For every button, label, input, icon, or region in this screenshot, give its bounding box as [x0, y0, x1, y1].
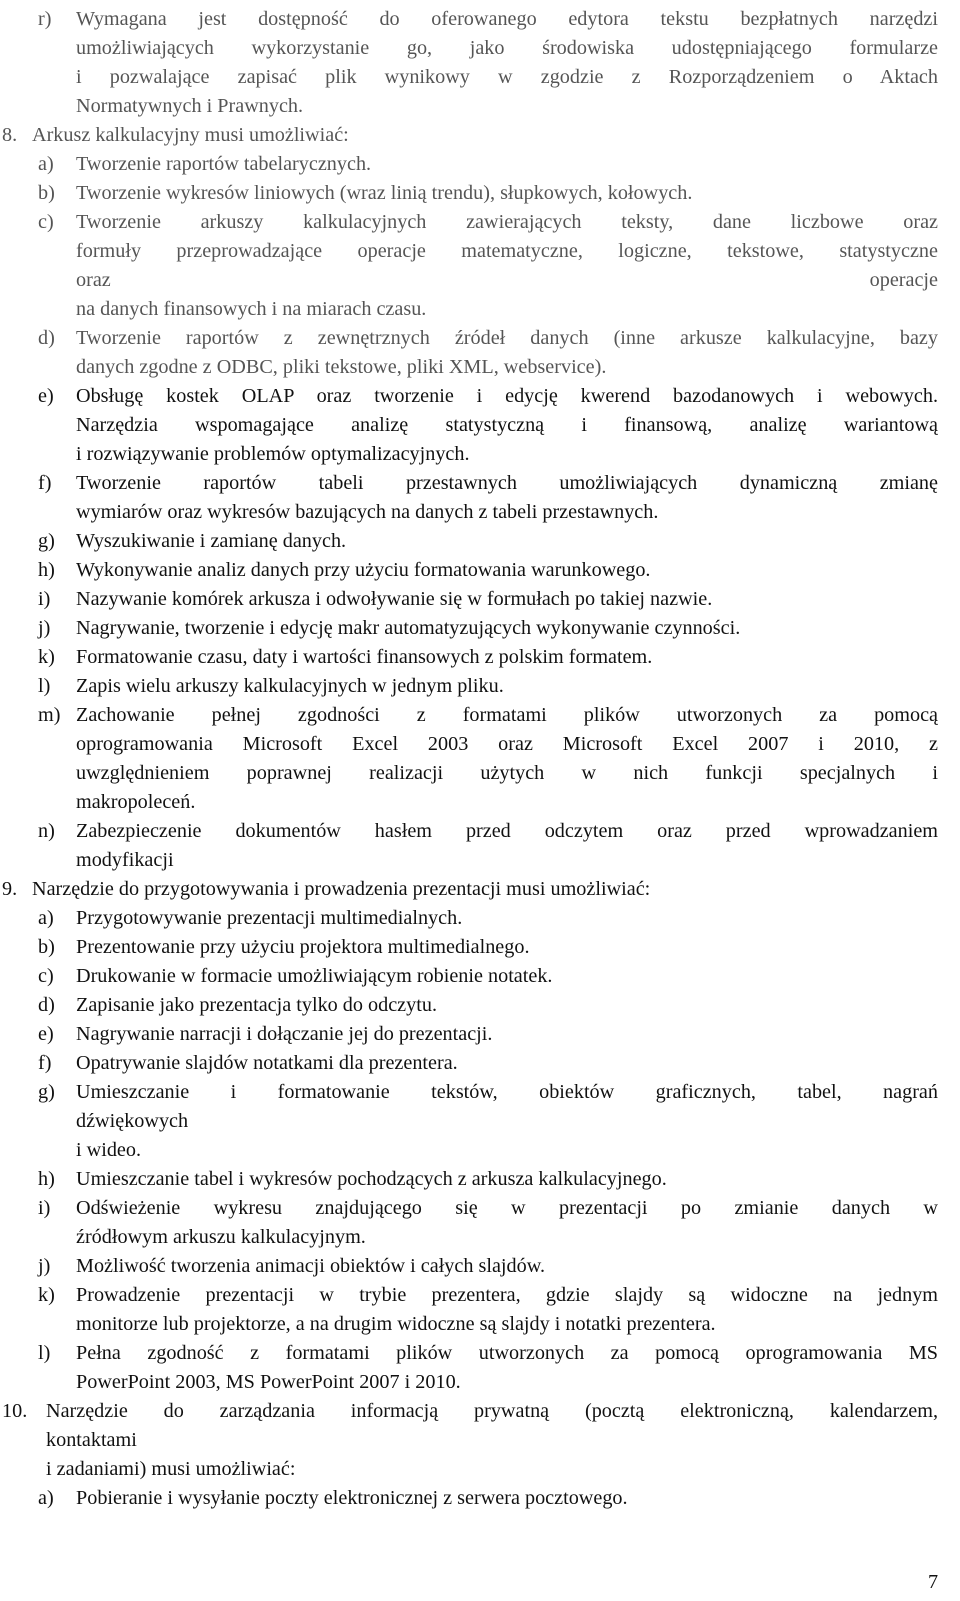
list-item-text: Pełna zgodność z formatami plików utworzonych za pomocą oprogramowania MS [76, 1342, 938, 1364]
list-item-label: m) [38, 704, 61, 726]
list-item-text: Wymagana jest dostępność do oferowanego edytora tekstu bezpłatnych narzędzi [76, 8, 938, 30]
list-item-label: c) [38, 211, 54, 233]
list-item-text: Odświeżenie wykresu znajdującego się w prezentacji po zmianie danych w [76, 1197, 938, 1219]
list-item-text: Nazywanie komórek arkusza i odwoływanie się w formułach po takiej nazwie. [76, 588, 713, 610]
list-item-label: e) [38, 385, 54, 407]
list-item-text: i wideo. [76, 1139, 142, 1161]
list-item-label: g) [38, 530, 55, 552]
list-item-label: 9. [2, 878, 18, 900]
list-item-label: 8. [2, 124, 18, 146]
list-item-text: uwzględnieniem poprawnej realizacji użytych w nich funkcji specjalnych i [76, 762, 938, 784]
list-item-text: Tworzenie raportów tabelarycznych. [76, 153, 372, 175]
list-item-text: PowerPoint 2003, MS PowerPoint 2007 i 2010. [76, 1371, 461, 1393]
list-item-text: Wyszukiwanie i zamianę danych. [76, 530, 347, 552]
list-item-text: Prowadzenie prezentacji w trybie prezentera, gdzie slajdy są widoczne na jednym [76, 1284, 938, 1306]
list-item-label: n) [38, 820, 55, 842]
list-item-text: Tworzenie raportów z zewnętrznych źródeł danych (inne arkusze kalkulacyjne, bazy [76, 327, 938, 349]
list-item-text: źródłowym arkuszu kalkulacyjnym. [76, 1226, 366, 1248]
list-item-text: Zachowanie pełnej zgodności z formatami plików utworzonych za pomocą [76, 704, 938, 726]
list-item-text: oraz operacje [76, 269, 938, 291]
list-item-text: i rozwiązywanie problemów optymalizacyjnych. [76, 443, 470, 465]
list-item-text: Nagrywanie narracji i dołączanie jej do prezentacji. [76, 1023, 493, 1045]
list-item-label: a) [38, 153, 54, 175]
list-item-label: k) [38, 646, 55, 668]
list-item-text: dźwiękowych [76, 1110, 189, 1132]
list-item-text: Obsługę kostek OLAP oraz tworzenie i edycję kwerend bazodanowych i webowych. [76, 385, 938, 407]
list-item-text: Przygotowywanie prezentacji multimedialnych. [76, 907, 463, 929]
list-item-label: g) [38, 1081, 55, 1103]
list-item-text: modyfikacji [76, 849, 174, 871]
list-item-text: Tworzenie raportów tabeli przestawnych umożliwiających dynamiczną zmianę [76, 472, 938, 494]
list-item-text: Narzędzia wspomagające analizę statystyczną i finansową, analizę wariantową [76, 414, 938, 436]
list-item-text: Narzędzie do przygotowywania i prowadzenia prezentacji musi umożliwiać: [32, 878, 651, 900]
list-item-label: j) [38, 617, 51, 639]
page-number: 7 [928, 1571, 939, 1593]
list-item-label: 10. [2, 1400, 28, 1422]
list-item-text: Drukowanie w formacie umożliwiającym robienie notatek. [76, 965, 553, 987]
list-item-label: i) [38, 1197, 51, 1219]
list-item-text: Wykonywanie analiz danych przy użyciu formatowania warunkowego. [76, 559, 651, 581]
list-item-text: danych zgodne z ODBC, pliki tekstowe, pliki XML, webservice). [76, 356, 607, 378]
list-item-label: f) [38, 472, 52, 494]
list-item-text: i pozwalające zapisać plik wynikowy w zgodzie z Rozporządzeniem o Aktach [76, 66, 938, 88]
list-item-label: j) [38, 1255, 51, 1277]
list-item-text: kontaktami [46, 1429, 137, 1451]
list-item-label: f) [38, 1052, 52, 1074]
list-item-text: Narzędzie do zarządzania informacją prywatną (pocztą elektroniczną, kalendarzem, [46, 1400, 938, 1422]
list-item-text: Formatowanie czasu, daty i wartości finansowych z polskim formatem. [76, 646, 653, 668]
list-item-label: d) [38, 327, 55, 349]
list-item-text: umożliwiających wykorzystanie go, jako środowiska udostępniającego formularze [76, 37, 938, 59]
list-item-text: Normatywnych i Prawnych. [76, 95, 304, 117]
list-item-label: h) [38, 559, 55, 581]
list-item-text: Możliwość tworzenia animacji obiektów i całych slajdów. [76, 1255, 546, 1277]
list-item-label: b) [38, 936, 55, 958]
list-item-label: e) [38, 1023, 54, 1045]
list-item-label: l) [38, 1342, 51, 1364]
list-item-label: h) [38, 1168, 55, 1190]
list-item-text: Tworzenie arkuszy kalkulacyjnych zawierających teksty, dane liczbowe oraz [76, 211, 938, 233]
list-item-text: Umieszczanie i formatowanie tekstów, obiektów graficznych, tabel, nagrań [76, 1081, 938, 1103]
list-item-text: na danych finansowych i na miarach czasu. [76, 298, 427, 320]
list-item-label: r) [38, 8, 52, 30]
list-item-text: i zadaniami) musi umożliwiać: [46, 1458, 296, 1480]
list-item-text: monitorze lub projektorze, a na drugim widoczne są slajdy i notatki prezentera. [76, 1313, 716, 1335]
list-item-text: Umieszczanie tabel i wykresów pochodzących z arkusza kalkulacyjnego. [76, 1168, 667, 1190]
list-item-text: Arkusz kalkulacyjny musi umożliwiać: [32, 124, 349, 146]
list-item-label: b) [38, 182, 55, 204]
list-item-text: Zabezpieczenie dokumentów hasłem przed odczytem oraz przed wprowadzaniem [76, 820, 938, 842]
list-item-text: Zapisanie jako prezentacja tylko do odczytu. [76, 994, 437, 1016]
list-item-text: formuły przeprowadzające operacje matematyczne, logiczne, tekstowe, statystyczne [76, 240, 938, 262]
list-item-text: Opatrywanie slajdów notatkami dla prezentera. [76, 1052, 458, 1074]
list-item-label: a) [38, 1487, 54, 1509]
list-item-label: i) [38, 588, 51, 610]
list-item-text: Tworzenie wykresów liniowych (wraz linią trendu), słupkowych, kołowych. [76, 182, 693, 204]
list-item-label: c) [38, 965, 54, 987]
list-item-label: k) [38, 1284, 55, 1306]
list-item-label: a) [38, 907, 54, 929]
list-item-label: d) [38, 994, 55, 1016]
list-item-text: Nagrywanie, tworzenie i edycję makr automatyzujących wykonywanie czynności. [76, 617, 741, 639]
list-item-text: Zapis wielu arkuszy kalkulacyjnych w jednym pliku. [76, 675, 504, 697]
list-item-text: Prezentowanie przy użyciu projektora multimedialnego. [76, 936, 530, 958]
list-item-text: makropoleceń. [76, 791, 196, 813]
list-item-text: Pobieranie i wysyłanie poczty elektronicznej z serwera pocztowego. [76, 1487, 628, 1509]
list-item-text: oprogramowania Microsoft Excel 2003 oraz Microsoft Excel 2007 i 2010, z [76, 733, 938, 755]
list-item-text: wymiarów oraz wykresów bazujących na danych z tabeli przestawnych. [76, 501, 659, 523]
list-item-label: l) [38, 675, 51, 697]
